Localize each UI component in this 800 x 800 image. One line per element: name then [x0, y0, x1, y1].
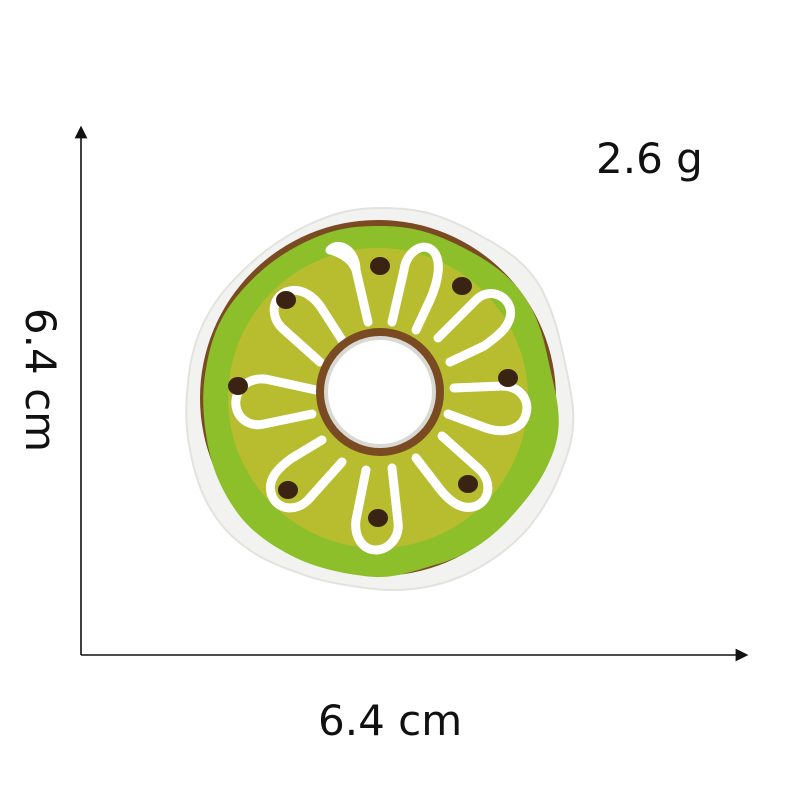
- weight-label: 2.6 g: [596, 134, 703, 183]
- kiwi-donut-patch-icon: [180, 200, 580, 600]
- height-label: 6.4 cm: [16, 307, 65, 453]
- width-label: 6.4 cm: [318, 696, 463, 745]
